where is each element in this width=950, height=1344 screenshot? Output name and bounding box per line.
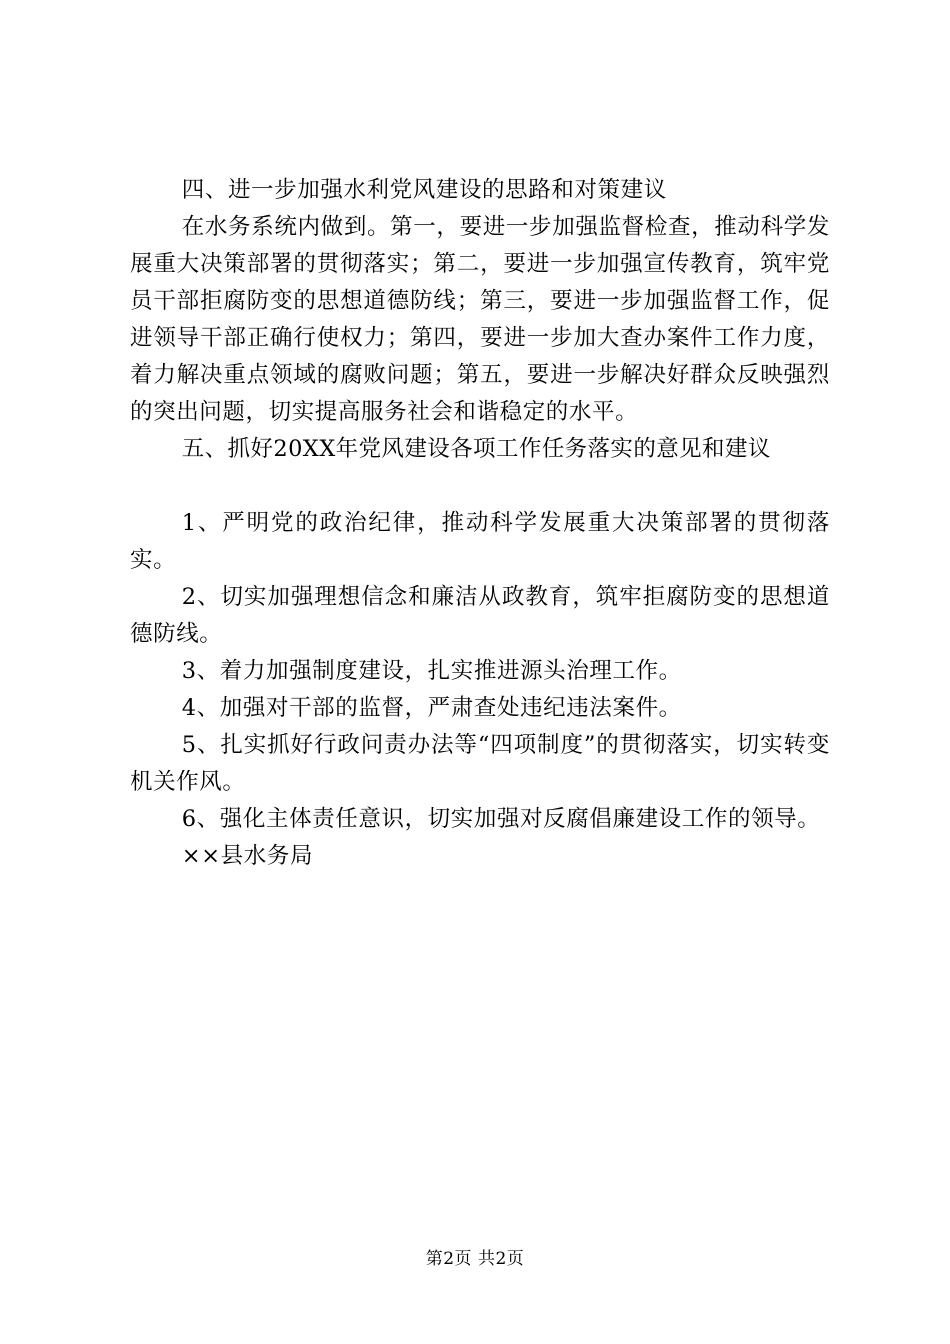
signature: ××县水务局 [181,843,314,869]
list-item-1: 1、严明党的政治纪律，推动科学发展重大决策部署的贯彻落实。 [130,510,830,573]
list-item-4: 4、加强对干部的监督，严肃查处违纪违法案件。 [181,695,682,721]
document-body [130,172,830,875]
section-4-heading: 四、进一步加强水利党风建设的思路和对策建议 [181,177,667,203]
page-number-footer: 第2页 共2页 [425,1249,525,1269]
list-item-2: 2、切实加强理想信念和廉洁从政教育，筑牢拒腐防变的思想道德防线。 [130,584,830,647]
section-5-heading: 五、抓好20XX年党风建设各项工作任务落实的意见和建议 [181,436,771,462]
list-item-5: 5、扎实抓好行政问责办法等“四项制度”的贯彻落实，切实转变机关作风。 [130,732,830,795]
list-item-6: 6、强化主体责任意识，切实加强对反腐倡廉建设工作的领导。 [181,806,821,832]
list-item-3: 3、着力加强制度建设，扎实推进源头治理工作。 [181,658,682,684]
blank-line [130,468,830,505]
section-4-body: 在水务系统内做到。第一，要进一步加强监督检查，推动科学发展重大决策部署的贯彻落实；第二，要进一步加强宣传教育，筑牢党员干部拒腐防变的思想道德防线；第三，要进一步加强监督工作，促进领导干部正确行使权力；第四，要进一步加大查办案件工作力度，着力解决重点领域的腐败问题；第五，要进一步解决好群众反映强烈的突出问题，切实提高服务社会和谐稳定的水平。 [130,214,830,425]
